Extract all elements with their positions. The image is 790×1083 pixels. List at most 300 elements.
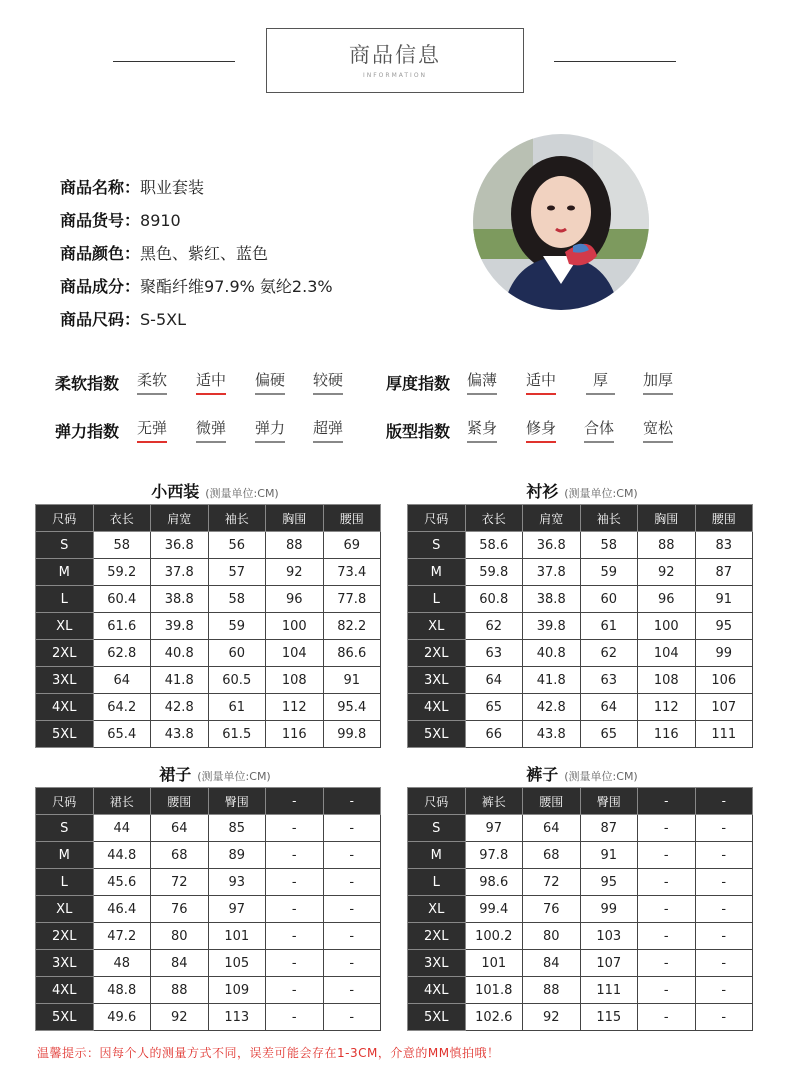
header-cell: - [638,788,696,815]
table-cell: 76 [151,896,209,923]
table-cell: 58 [93,532,151,559]
table-cell: 62.8 [93,640,151,667]
table-cell: - [323,869,381,896]
header-cell: 肩宽 [523,505,581,532]
table-cell: 86.6 [323,640,381,667]
table-cell: 65 [580,721,638,748]
table-row [36,869,381,896]
table-cell: 105 [208,950,266,977]
table-row [36,842,381,869]
table-cell: 43.8 [151,721,209,748]
size-cell: 4XL [36,694,94,721]
index-option-selected: 无弹 [137,417,167,443]
blazer-size-table [35,504,381,748]
table-cell: - [638,869,696,896]
table-cell: 92 [523,1004,581,1031]
table-cell: 65 [465,694,523,721]
header-cell: 尺码 [408,505,466,532]
table-cell: 38.8 [151,586,209,613]
header-divider-left [113,61,235,62]
table-cell: 92 [151,1004,209,1031]
table-cell: 63 [465,640,523,667]
index-option: 加厚 [643,369,673,395]
header-cell: - [695,788,753,815]
table-cell: 88 [151,977,209,1004]
table-cell: - [323,842,381,869]
table-cell: 49.6 [93,1004,151,1031]
section-subtitle: INFORMATION [362,72,428,79]
table-cell: 44 [93,815,151,842]
table-cell: 97 [465,815,523,842]
header-cell: - [266,788,324,815]
info-value: S-5XL [140,310,186,329]
table-unit: (测量单位:CM) [564,770,638,783]
table-cell: - [266,923,324,950]
table-row [36,977,381,1004]
table-cell: - [695,842,753,869]
table-row [408,640,753,667]
table-cell: 47.2 [93,923,151,950]
table-cell: 40.8 [523,640,581,667]
table-cell: 106 [695,667,753,694]
table-row [36,586,381,613]
table-cell: 37.8 [523,559,581,586]
table-cell: - [695,950,753,977]
info-row-size [60,308,333,341]
index-option: 微弹 [196,417,226,443]
size-cell: S [408,532,466,559]
table-cell: - [638,1004,696,1031]
table-cell: 36.8 [151,532,209,559]
table-cell: 93 [208,869,266,896]
table-cell: 61 [208,694,266,721]
table-cell: 87 [580,815,638,842]
section-title: 商品信息 [349,43,441,67]
table-name: 衬衫 [526,482,559,501]
table-cell: 48.8 [93,977,151,1004]
table-cell: 41.8 [151,667,209,694]
table-cell: 45.6 [93,869,151,896]
table-cell: 64 [523,815,581,842]
index-option: 合体 [584,417,614,443]
index-option-selected: 适中 [196,369,226,395]
table-cell: - [638,950,696,977]
model-photo [473,134,649,310]
table-cell: 99 [695,640,753,667]
table-cell: 95 [580,869,638,896]
table-cell: - [266,815,324,842]
size-cell: XL [36,613,94,640]
table-cell: 100 [266,613,324,640]
size-cell: XL [408,613,466,640]
table-cell: 63 [580,667,638,694]
header-cell: 臀围 [580,788,638,815]
table-cell: 107 [580,950,638,977]
table-cell: 104 [638,640,696,667]
table-cell: 62 [465,613,523,640]
info-key: 商品成分： [60,277,141,296]
table-cell: 64 [151,815,209,842]
table-cell: 60.4 [93,586,151,613]
table-cell: 68 [151,842,209,869]
table-cell: 76 [523,896,581,923]
table-cell: 95.4 [323,694,381,721]
table-row [36,667,381,694]
table-cell: 59.2 [93,559,151,586]
table-cell: 80 [523,923,581,950]
table-cell: 108 [266,667,324,694]
table-cell: 40.8 [151,640,209,667]
size-cell: 3XL [408,667,466,694]
size-cell: 2XL [408,923,466,950]
table-cell: - [323,896,381,923]
table-row [408,923,753,950]
table-row [408,842,753,869]
info-row-sku [60,209,333,242]
index-option: 较硬 [313,369,343,395]
table-cell: 72 [523,869,581,896]
size-cell: M [408,559,466,586]
table-cell: 57 [208,559,266,586]
header-cell: 胸围 [638,505,696,532]
info-key: 商品尺码： [60,310,141,329]
info-row-material [60,275,333,308]
table-cell: 38.8 [523,586,581,613]
size-cell: 3XL [36,950,94,977]
index-option-selected: 修身 [526,417,556,443]
header-cell: 裙长 [93,788,151,815]
table-cell: 46.4 [93,896,151,923]
table-cell: 66 [465,721,523,748]
product-info [60,176,333,341]
table-cell: 99.8 [323,721,381,748]
size-cell: L [36,586,94,613]
table-row [408,532,753,559]
table-cell: 100 [638,613,696,640]
info-value: 职业套装 [140,178,205,197]
table-cell: - [323,950,381,977]
shirt-table-title [407,479,757,502]
size-cell: 2XL [408,640,466,667]
header-cell: 臀围 [208,788,266,815]
table-cell: 89 [208,842,266,869]
header-cell: 袖长 [580,505,638,532]
header-cell: 尺码 [36,505,94,532]
section-header [266,28,524,93]
index-option: 弹力 [255,417,285,443]
table-cell: - [638,842,696,869]
table-unit: (测量单位:CM) [205,487,279,500]
table-cell: 97 [208,896,266,923]
table-cell: - [266,869,324,896]
table-cell: 100.2 [465,923,523,950]
info-key: 商品名称： [60,178,141,197]
table-cell: 99 [580,896,638,923]
size-cell: 5XL [36,1004,94,1031]
size-cell: XL [408,896,466,923]
table-cell: - [266,977,324,1004]
table-cell: - [695,896,753,923]
table-cell: 116 [638,721,696,748]
table-cell: 58 [208,586,266,613]
table-row [408,950,753,977]
table-row [36,694,381,721]
table-cell: - [266,842,324,869]
header-cell: 腰围 [323,505,381,532]
table-cell: 60.8 [465,586,523,613]
table-cell: 64.2 [93,694,151,721]
header-cell: 尺码 [36,788,94,815]
table-cell: 92 [266,559,324,586]
header-cell: 腰围 [523,788,581,815]
table-cell: 88 [266,532,324,559]
header-cell: 胸围 [266,505,324,532]
table-header-row [408,505,753,532]
table-cell: 85 [208,815,266,842]
index-label: 柔软指数 [55,374,120,393]
table-cell: 88 [523,977,581,1004]
table-cell: - [323,977,381,1004]
header-cell: 尺码 [408,788,466,815]
size-cell: L [408,869,466,896]
size-cell: 2XL [36,640,94,667]
info-row-color [60,242,333,275]
table-cell: 65.4 [93,721,151,748]
table-cell: 101.8 [465,977,523,1004]
table-cell: - [638,977,696,1004]
table-row [36,923,381,950]
table-row [36,1004,381,1031]
table-row [408,667,753,694]
table-cell: 84 [523,950,581,977]
table-cell: 95 [695,613,753,640]
size-cell: 3XL [408,950,466,977]
table-row [408,694,753,721]
measurement-note: 温馨提示：因每个人的测量方式不同，误差可能会存在1-3CM，介意的MM慎拍哦！ [37,1046,500,1060]
table-row [408,977,753,1004]
size-cell: 5XL [408,721,466,748]
table-cell: 39.8 [523,613,581,640]
table-cell: 97.8 [465,842,523,869]
table-row [408,586,753,613]
size-cell: 2XL [36,923,94,950]
table-row [36,613,381,640]
table-cell: - [266,896,324,923]
table-cell: 96 [266,586,324,613]
table-cell: 36.8 [523,532,581,559]
table-row [408,869,753,896]
size-cell: S [36,815,94,842]
skirt-table-title [40,762,390,785]
table-cell: 88 [638,532,696,559]
table-name: 裙子 [159,765,192,784]
size-cell: 5XL [36,721,94,748]
size-cell: 4XL [36,977,94,1004]
header-cell: 袖长 [208,505,266,532]
index-label: 版型指数 [386,422,451,441]
table-cell: 101 [208,923,266,950]
size-cell: M [36,842,94,869]
table-row [36,559,381,586]
info-key: 商品颜色： [60,244,141,263]
table-cell: 59 [208,613,266,640]
size-cell: L [408,586,466,613]
table-header-row [36,505,381,532]
size-cell: S [408,815,466,842]
table-header-row [408,788,753,815]
header-cell: 衣长 [465,505,523,532]
table-cell: 112 [638,694,696,721]
table-cell: 44.8 [93,842,151,869]
size-cell: M [36,559,94,586]
table-cell: 87 [695,559,753,586]
table-cell: - [638,923,696,950]
table-cell: - [638,815,696,842]
header-cell: - [323,788,381,815]
table-cell: 72 [151,869,209,896]
table-row [408,559,753,586]
size-cell: L [36,869,94,896]
header-cell: 腰围 [695,505,753,532]
header-cell: 衣长 [93,505,151,532]
table-cell: 102.6 [465,1004,523,1031]
table-cell: 99.4 [465,896,523,923]
info-value: 聚酯纤维97.9% 氨纶2.3% [140,277,333,296]
table-cell: 64 [580,694,638,721]
info-value: 黑色、紫红、蓝色 [140,244,269,263]
table-cell: 59 [580,559,638,586]
table-cell: 92 [638,559,696,586]
table-row [36,950,381,977]
index-option: 偏硬 [255,369,285,395]
index-option: 偏薄 [467,369,497,395]
table-row [408,721,753,748]
table-cell: 82.2 [323,613,381,640]
header-divider-right [554,61,676,62]
size-cell: 5XL [408,1004,466,1031]
table-row [36,896,381,923]
index-option: 超弹 [313,417,343,443]
table-cell: - [638,896,696,923]
table-header-row [36,788,381,815]
table-cell: - [695,869,753,896]
header-cell: 裤长 [465,788,523,815]
table-cell: 48 [93,950,151,977]
table-cell: 62 [580,640,638,667]
table-cell: 111 [695,721,753,748]
table-cell: 104 [266,640,324,667]
index-option: 厚 [586,369,615,395]
table-cell: 77.8 [323,586,381,613]
table-row [408,613,753,640]
table-cell: 113 [208,1004,266,1031]
table-cell: 109 [208,977,266,1004]
table-cell: 108 [638,667,696,694]
table-row [36,640,381,667]
header-cell: 腰围 [151,788,209,815]
info-row-name [60,176,333,209]
table-cell: 61.5 [208,721,266,748]
table-cell: 115 [580,1004,638,1031]
index-option: 紧身 [467,417,497,443]
table-cell: 101 [465,950,523,977]
table-row [36,532,381,559]
header-cell: 肩宽 [151,505,209,532]
table-cell: 91 [323,667,381,694]
table-cell: 91 [695,586,753,613]
table-cell: - [695,977,753,1004]
pants-table-title [407,762,757,785]
table-cell: 73.4 [323,559,381,586]
pants-size-table [407,787,753,1031]
table-cell: 98.6 [465,869,523,896]
table-cell: 60 [208,640,266,667]
table-cell: - [323,815,381,842]
table-name: 小西装 [151,482,200,501]
table-cell: 69 [323,532,381,559]
table-cell: 116 [266,721,324,748]
skirt-size-table [35,787,381,1031]
table-cell: - [323,1004,381,1031]
table-cell: 56 [208,532,266,559]
index-option: 宽松 [643,417,673,443]
table-cell: - [695,1004,753,1031]
table-cell: 84 [151,950,209,977]
table-cell: - [695,923,753,950]
table-cell: - [323,923,381,950]
table-cell: 60.5 [208,667,266,694]
table-unit: (测量单位:CM) [197,770,271,783]
table-row [408,1004,753,1031]
table-row [36,721,381,748]
table-cell: - [695,815,753,842]
table-cell: 58 [580,532,638,559]
table-cell: 64 [93,667,151,694]
table-cell: 80 [151,923,209,950]
table-cell: 68 [523,842,581,869]
blazer-table-title [40,479,390,502]
table-cell: 61.6 [93,613,151,640]
index-option: 柔软 [137,369,167,395]
size-cell: 3XL [36,667,94,694]
table-cell: 61 [580,613,638,640]
table-row [408,896,753,923]
table-cell: 112 [266,694,324,721]
table-cell: 111 [580,977,638,1004]
table-cell: - [266,950,324,977]
size-cell: S [36,532,94,559]
size-cell: M [408,842,466,869]
table-cell: - [266,1004,324,1031]
table-cell: 103 [580,923,638,950]
table-cell: 59.8 [465,559,523,586]
table-cell: 60 [580,586,638,613]
size-cell: 4XL [408,694,466,721]
table-row [36,815,381,842]
table-cell: 96 [638,586,696,613]
table-cell: 42.8 [151,694,209,721]
table-cell: 107 [695,694,753,721]
table-row [408,815,753,842]
table-cell: 58.6 [465,532,523,559]
table-cell: 39.8 [151,613,209,640]
table-cell: 37.8 [151,559,209,586]
info-key: 商品货号： [60,211,141,230]
table-cell: 41.8 [523,667,581,694]
index-label: 厚度指数 [386,374,451,393]
index-label: 弹力指数 [55,422,120,441]
table-cell: 83 [695,532,753,559]
